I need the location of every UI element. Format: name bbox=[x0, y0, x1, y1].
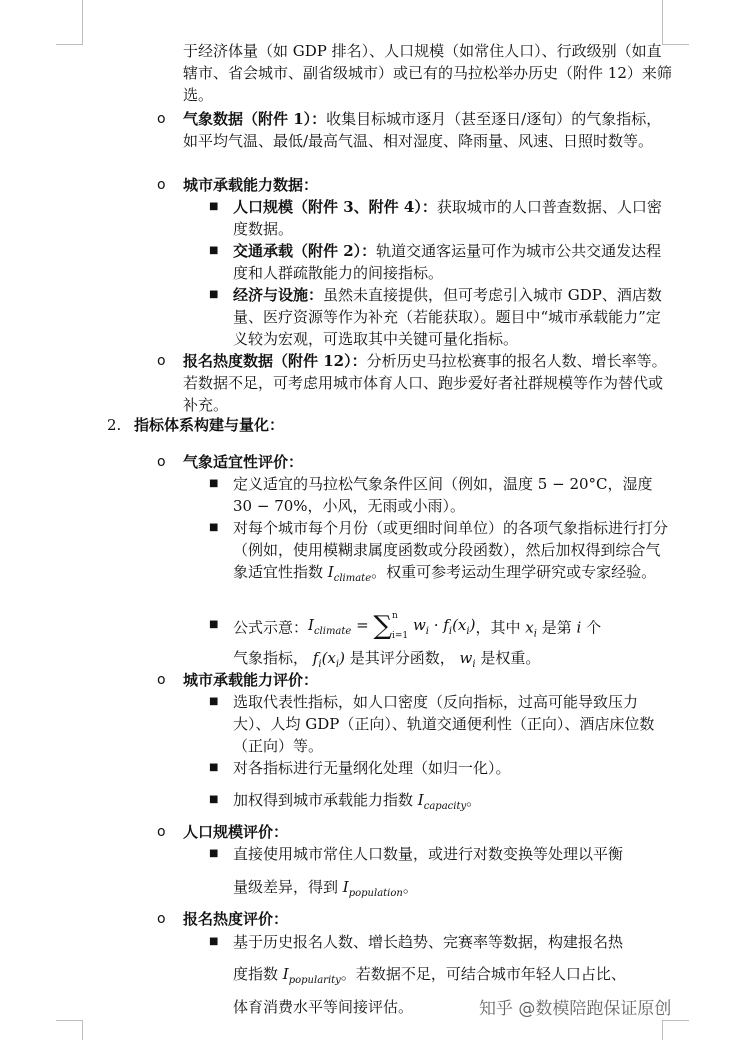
bullet-circle: o bbox=[157, 911, 166, 927]
bullet-square: ■ bbox=[209, 201, 219, 212]
bullet-square: ■ bbox=[209, 289, 219, 300]
bullet-square: ■ bbox=[209, 762, 219, 773]
page-corner-mark bbox=[662, 0, 689, 45]
popularity-eval-line3: 体育消费水平等间接评估。 bbox=[233, 998, 414, 1016]
capacity-eval-item-normalize: 对各指标进行无量纲化处理（如归一化）。 bbox=[233, 759, 511, 777]
bullet-circle: o bbox=[157, 111, 166, 127]
capacity-item-traffic: 交通承载（附件 2）：轨道交通客运量可作为城市公共交通发达程度和人群疏散能力的间接指标。 bbox=[233, 242, 662, 282]
popularity-eval-line1: 基于历史报名人数、增长趋势、完赛率等数据，构建报名热 bbox=[233, 933, 624, 951]
bullet-circle: o bbox=[157, 454, 166, 470]
bullet-square: ■ bbox=[209, 794, 219, 805]
population-eval-line1: 直接使用城市常住人口数量，或进行对数变换等处理以平衡 bbox=[233, 845, 624, 863]
population-eval-heading: 人口规模评价： bbox=[183, 823, 289, 841]
popularity-eval-line2: 度指数 $I_{popularity}$。若数据不足，可结合城市年轻人口占比、 bbox=[233, 965, 626, 986]
weather-data-text: 收集目标城市逐月（甚至逐日/逐旬）的气象指标，如平均气温、最低/最高气温、相对湿度、降雨量、风速、日照时数等。 bbox=[183, 110, 662, 150]
bullet-circle: o bbox=[157, 177, 166, 193]
bullet-square: ■ bbox=[209, 936, 219, 947]
climate-formula-line: 公式示意：$I_{climate} = \sum n$ i=1 $w_i \cdot f_i(x_i)$，其中 $x_i$ 是第 i 个 bbox=[233, 605, 673, 655]
section-title: 指标体系构建与量化： bbox=[134, 416, 285, 434]
capacity-item-population: 人口规模（附件 3、附件 4）：获取城市的人口普查数据、人口密度数据。 bbox=[233, 198, 662, 238]
bullet-square: ■ bbox=[209, 619, 219, 630]
page-corner-mark bbox=[662, 1020, 689, 1040]
page-corner-mark bbox=[56, 0, 83, 45]
climate-eval-heading: 气象适宜性评价： bbox=[183, 453, 304, 471]
section-number: 2. bbox=[107, 416, 122, 434]
climate-formula-explain: 气象指标， $f_i(x_i)$ 是其评分函数， $w_i$ 是权重。 bbox=[233, 649, 541, 670]
capacity-item-economy: 经济与设施：虽然未直接提供，但可考虑引入城市 GDP、酒店数量、医疗资源等作为补充（若能获取）。题目中“城市承载能力”定义较为宏观，可选取其中关键可量化指标。 bbox=[233, 286, 662, 348]
bullet-square: ■ bbox=[209, 848, 219, 859]
climate-eval-item-range: 定义适宜的马拉松气象条件区间（例如，温度 5 − 20°C，湿度 30 − 70%，小风，无雨或小雨）。 bbox=[233, 475, 653, 515]
climate-formula: $I_{climate} = \sum n$ i=1 $w_i \cdot f_i(x_i)$ bbox=[308, 611, 476, 641]
bullet-circle: o bbox=[157, 672, 166, 688]
bullet-circle: o bbox=[157, 824, 166, 840]
weather-data-paragraph bbox=[183, 108, 673, 152]
capacity-eval-heading: 城市承载能力评价： bbox=[183, 671, 319, 689]
page-corner-mark bbox=[56, 1020, 83, 1040]
weather-data-label: 气象数据（附件 1）： bbox=[183, 110, 327, 128]
capacity-data-heading: 城市承载能力数据： bbox=[183, 176, 319, 194]
popularity-data-paragraph: 报名热度数据（附件 12）：分析历史马拉松赛事的报名人数、增长率等。若数据不足，可考虑用城市体育人口、跑步爱好者社群规模等作为替代或补充。 bbox=[183, 352, 667, 414]
bullet-square: ■ bbox=[209, 478, 219, 489]
intro-continuation: 于经济体量（如 GDP 排名）、人口规模（如常住人口）、行政级别（如直辖市、省会城市、副省级城市）或已有的马拉松举办历史（附件 12）来筛选。 bbox=[183, 42, 672, 104]
watermark: 知乎 @数模陪跑保证原创 bbox=[479, 999, 672, 1019]
bullet-square: ■ bbox=[209, 245, 219, 256]
population-eval-line2: 量级差异，得到 $I_{population}$。 bbox=[233, 878, 418, 899]
bullet-square: ■ bbox=[209, 696, 219, 707]
climate-eval-item-scoring: 对每个城市每个月份（或更细时间单位）的各项气象指标进行打分（例如，使用模糊隶属度函数或分段函数），然后加权得到综合气象适宜性指数 $I_{climate}$。权重可参考运动生理学研究或专家经验。 bbox=[233, 519, 669, 584]
capacity-eval-item-indicators: 选取代表性指标，如人口密度（反向指标，过高可能导致压力大）、人均 GDP（正向）、轨道交通便利性（正向）、酒店床位数（正向）等。 bbox=[233, 693, 655, 755]
bullet-square: ■ bbox=[209, 522, 219, 533]
bullet-circle: o bbox=[157, 353, 166, 369]
popularity-eval-heading: 报名热度评价： bbox=[183, 910, 289, 928]
capacity-eval-item-index: 加权得到城市承载能力指数 $I_{capacity}$。 bbox=[233, 791, 482, 812]
